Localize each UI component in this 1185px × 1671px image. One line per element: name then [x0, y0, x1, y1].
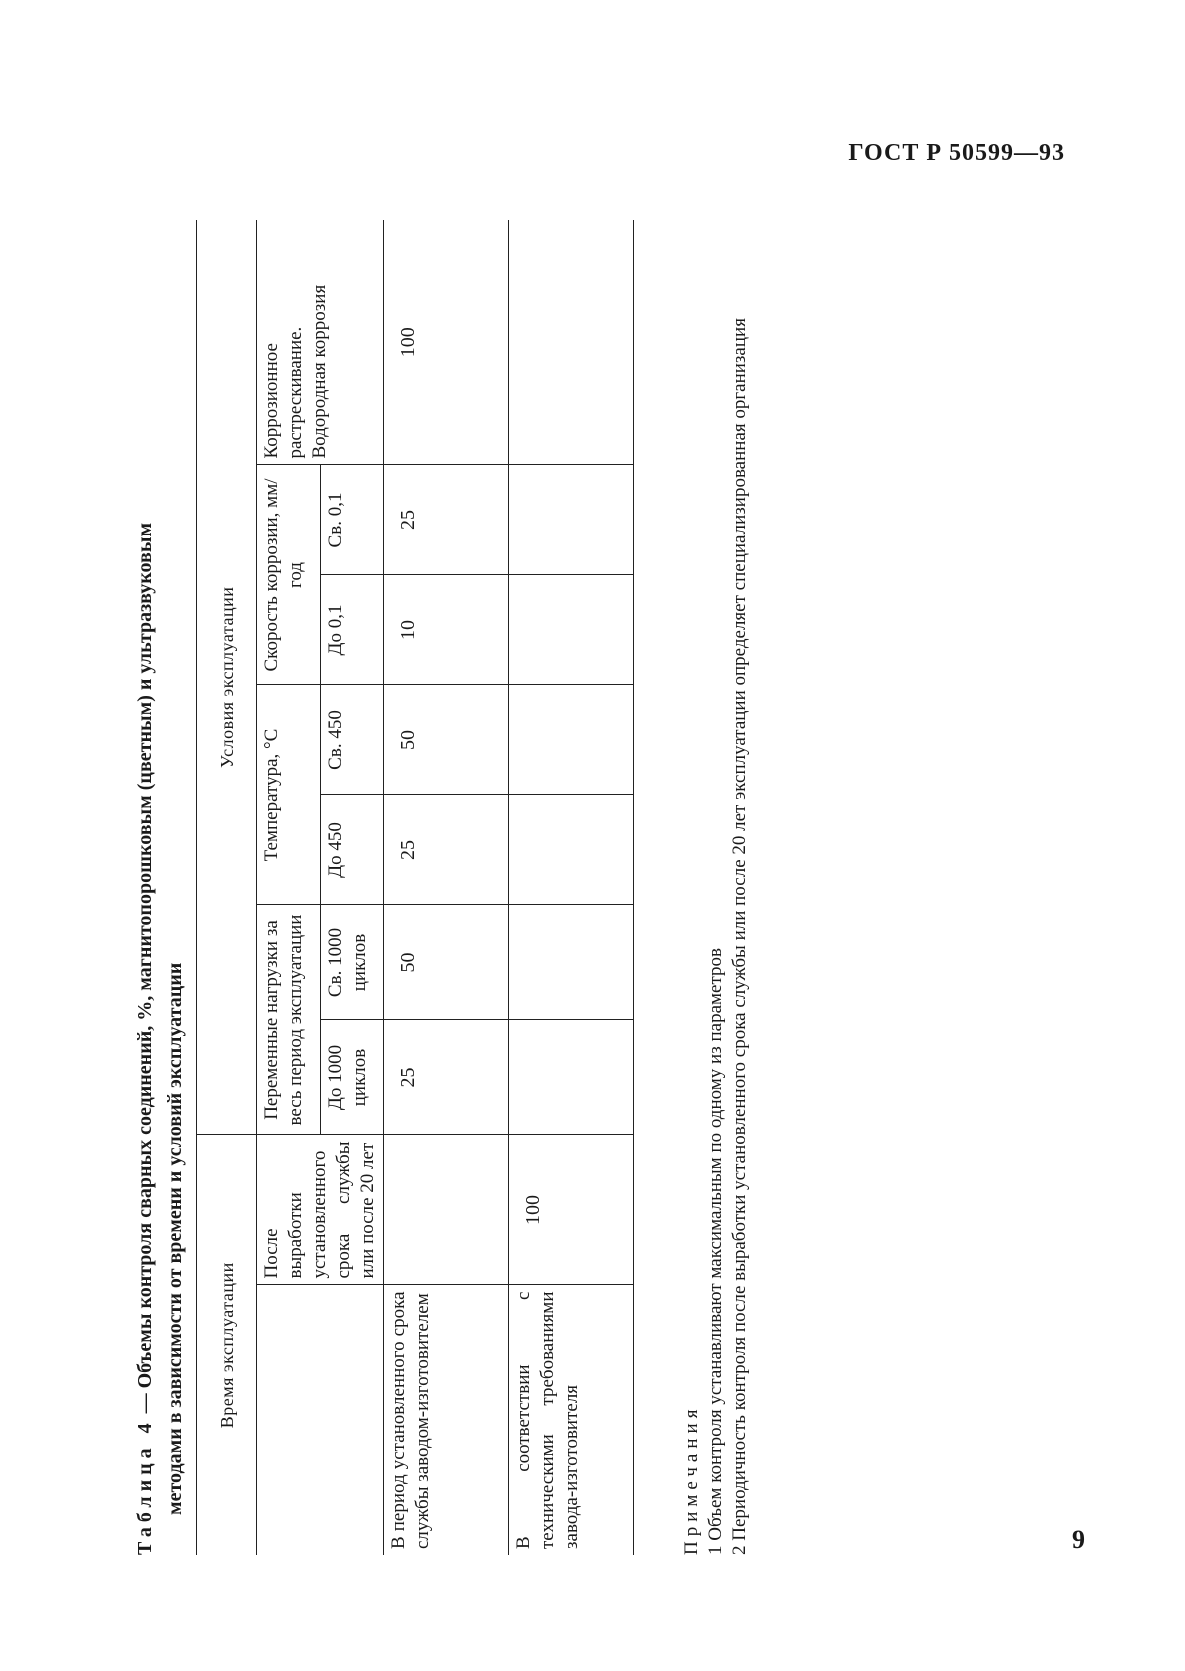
table-cell — [509, 685, 634, 795]
table-label: Таблица 4 — [134, 1418, 156, 1555]
header-variable-loads: Переменные нагрузки за весь период эксплуатации — [257, 905, 321, 1135]
header-corrosion-rate: Скорость коррозии, мм/год — [257, 465, 321, 685]
notes-title: Примечания — [681, 1404, 702, 1555]
header-corrosion-type: Коррозионное растрескивание. Водородная коррозия — [257, 220, 384, 465]
header-loads-sub1: До 1000 циклов — [320, 1020, 384, 1135]
header-time: Время эксплуатации — [197, 1135, 257, 1555]
table-cell: 100 — [509, 1135, 634, 1285]
note-1: 1 Объем контроля устанавливают максимальным по одному из параметров — [705, 948, 726, 1555]
header-corr-sub1: До 0,1 — [320, 575, 384, 685]
table-cell — [384, 1135, 509, 1285]
header-temp-sub2: Св. 450 — [320, 685, 384, 795]
header-loads-sub2: Св. 1000 циклов — [320, 905, 384, 1020]
note-2: 2 Периодичность контроля после выработки установленного срока службы или после 20 лет эксплуатации определяет специализированная организация — [729, 318, 750, 1555]
table-cell: 50 — [384, 905, 509, 1020]
table-cell: 25 — [384, 795, 509, 905]
table-row — [384, 220, 509, 1555]
row-label: В период установленного срока службы заводом-изготовителем — [384, 1285, 509, 1555]
table-cell — [509, 795, 634, 905]
header-temperature: Температура, °С — [257, 685, 321, 905]
inspection-volume-table — [196, 220, 634, 1555]
header-corr-sub2: Св. 0,1 — [320, 465, 384, 575]
notes-section — [680, 215, 752, 1555]
table-title — [130, 215, 190, 1555]
table-cell: 50 — [384, 685, 509, 795]
table-cell: 10 — [384, 575, 509, 685]
table-cell — [509, 905, 634, 1020]
table-cell — [509, 220, 634, 465]
header-temp-sub1: До 450 — [320, 795, 384, 905]
table-title-line1: — Объемы контроля сварных соединений, %, магнитопорошковым (цветным) и ультразвуковым — [134, 522, 156, 1419]
table-cell: 100 — [384, 220, 509, 465]
table-cell — [509, 575, 634, 685]
rotated-table-block — [130, 215, 770, 1555]
table-cell — [509, 465, 634, 575]
table-cell: 25 — [384, 465, 509, 575]
table-cell: 25 — [384, 1020, 509, 1135]
header-conditions: Условия эксплуатации — [197, 220, 257, 1135]
table-row — [509, 220, 634, 1555]
header-blank — [257, 1285, 384, 1555]
table-title-line2: методами в зависимости от времени и условий эксплуатации — [164, 962, 186, 1515]
document-header: ГОСТ Р 50599—93 — [848, 140, 1065, 166]
header-after-service: После выработки установленного срока службы или после 20 лет — [257, 1135, 384, 1285]
page-number: 9 — [1072, 1525, 1085, 1554]
row-label: В соответствии с техническими требованиями завода-изготовителя — [509, 1285, 634, 1555]
table-cell — [509, 1020, 634, 1135]
